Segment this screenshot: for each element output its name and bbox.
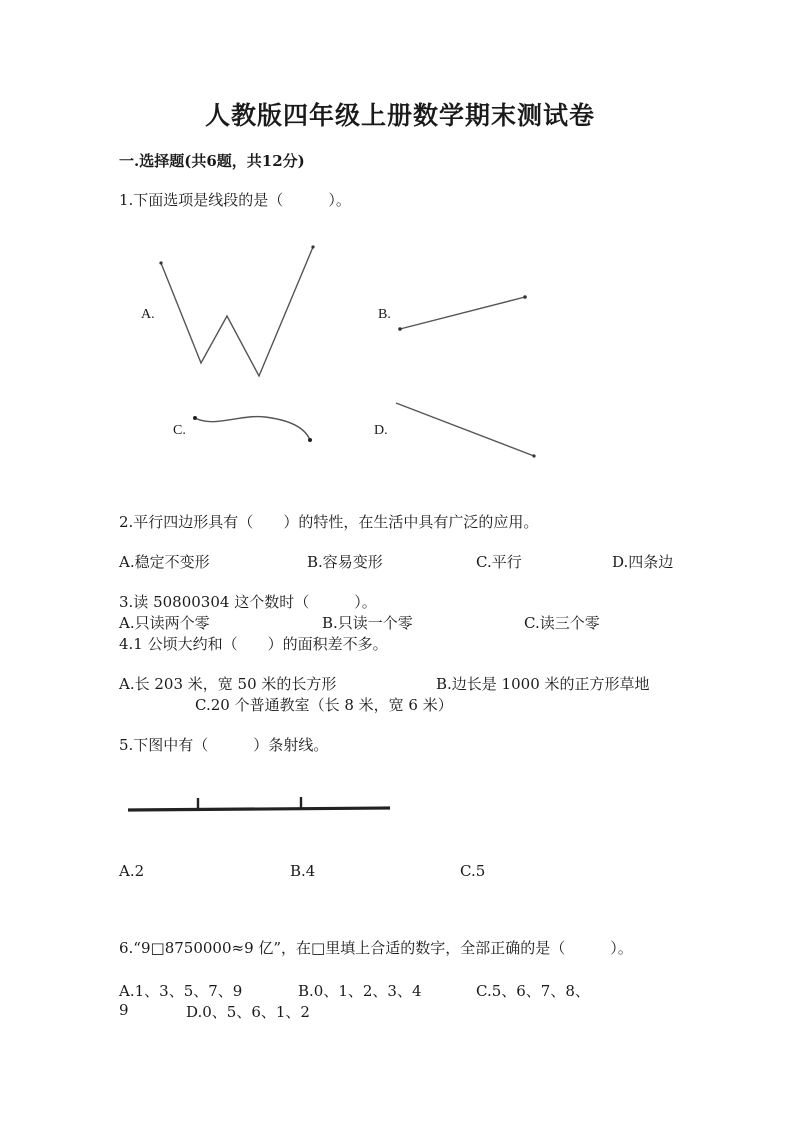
question-2-option-d: D.四条边 [612, 553, 674, 571]
question-4-option-c: C.20 个普通教室（长 8 米，宽 6 米） [195, 696, 453, 714]
question-2-option-b: B.容易变形 [307, 553, 383, 571]
question-5-stem: 5.下图中有（ ）条射线。 [119, 736, 329, 754]
question-2-stem: 2.平行四边形具有（ ）的特性，在生活中具有广泛的应用。 [119, 513, 539, 531]
question-1-stem: 1.下面选项是线段的是（ ）。 [119, 191, 351, 209]
figure-b-segment [398, 295, 527, 331]
question-3-option-a: A.只读两个零 [119, 614, 210, 632]
question-4-option-b: B.边长是 1000 米的正方形草地 [436, 675, 650, 693]
question-6-option-c-continued: 9 [119, 1001, 129, 1019]
question-3-option-c: C.读三个零 [524, 614, 600, 632]
figure-label-b: B. [378, 307, 391, 322]
question-4-option-a: A.长 203 米，宽 50 米的长方形 [119, 675, 337, 693]
figure-label-d: D. [374, 423, 388, 438]
question-6-option-c: C.5、6、7、8、 [476, 982, 590, 1000]
question-5-figure [128, 797, 390, 810]
question-2-option-a: A.稳定不变形 [119, 553, 210, 571]
question-5-option-a: A.2 [119, 862, 145, 880]
question-6-option-b: B.0、1、2、3、4 [298, 982, 422, 1000]
question-2-option-c: C.平行 [476, 553, 522, 571]
question-5-option-b: B.4 [290, 862, 316, 880]
figure-label-a: A. [141, 307, 155, 322]
figure-c-curve [193, 416, 312, 442]
question-6-option-a: A.1、3、5、7、9 [119, 982, 243, 1000]
question-6-stem: 6.“9□8750000≈9 亿”，在□里填上合适的数字，全部正确的是（ ）。 [119, 939, 633, 957]
question-3-option-b: B.只读一个零 [322, 614, 413, 632]
figure-a-polyline [159, 245, 314, 376]
section-heading: 一.选择题(共6题，共12分) [119, 152, 305, 170]
page-title: 人教版四年级上册数学期末测试卷 [204, 101, 595, 130]
question-5-option-c: C.5 [460, 862, 486, 880]
question-3-stem: 3.读 50800304 这个数时（ ）。 [119, 593, 377, 611]
question-6-option-d: D.0、5、6、1、2 [186, 1003, 310, 1021]
figure-label-c: C. [173, 423, 186, 438]
question-4-stem: 4.1 公顷大约和（ ）的面积差不多。 [119, 635, 388, 653]
figure-d-line [396, 403, 536, 458]
